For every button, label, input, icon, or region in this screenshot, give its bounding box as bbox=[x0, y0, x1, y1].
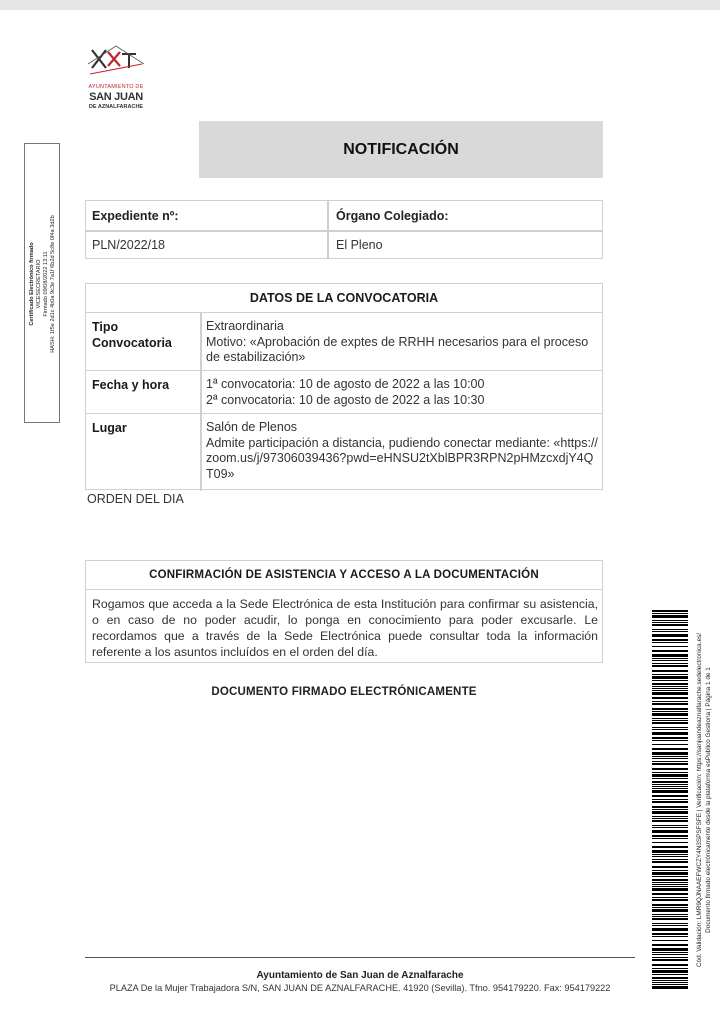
convocatoria-table bbox=[85, 283, 603, 490]
stamp-line-4: HASH: 1f5e 2d1c 4b0a 9c3e 7a1f 6b2d 5c8e 0f4a 3d2b bbox=[50, 215, 56, 353]
zoom-link[interactable]: Admite participación a distancia, pudiendo conectar mediante: «https://zoom.us/j/97306039436?pwd=eHNSU2tXblBPR3RPN2pHMzcxdjY4QT09» bbox=[206, 435, 598, 481]
barcode-bar bbox=[652, 870, 688, 871]
primera-convocatoria: 1ª convocatoria: 10 de agosto de 2022 a las 10:00 bbox=[206, 377, 485, 391]
barcode-bar bbox=[652, 899, 688, 901]
barcode-bar bbox=[652, 615, 688, 618]
barcode-bar bbox=[652, 850, 688, 853]
barcode-bar bbox=[652, 968, 688, 969]
barcode-bar bbox=[652, 882, 688, 883]
barcode-bar bbox=[652, 876, 688, 877]
barcode-bar bbox=[652, 720, 688, 721]
barcode-bar bbox=[652, 933, 688, 935]
barcode-bar bbox=[652, 620, 688, 621]
barcode-bar bbox=[652, 722, 688, 724]
barcode-bar bbox=[652, 708, 688, 710]
barcode-bar bbox=[652, 756, 688, 757]
barcode-bar bbox=[652, 778, 688, 779]
barcode-bar bbox=[652, 904, 688, 906]
barcode-bar bbox=[652, 886, 688, 887]
table-row bbox=[86, 313, 602, 371]
barcode-bar bbox=[652, 788, 688, 789]
barcode-bar bbox=[652, 916, 688, 917]
barcode-bar bbox=[652, 897, 688, 898]
signature-stamp bbox=[24, 143, 60, 423]
barcode-bar bbox=[652, 893, 688, 895]
barcode-bar bbox=[652, 763, 688, 765]
stamp-line-1: Certificado Electrónico firmado bbox=[29, 242, 35, 326]
barcode-bar bbox=[652, 816, 688, 817]
barcode-bar bbox=[652, 944, 688, 946]
verification-line-2: Documento firmado electrónicamente desde la plataforma esPublico Gestiona | Página 1 de 1 bbox=[705, 667, 712, 933]
barcode-bar bbox=[652, 631, 688, 632]
barcode-bar bbox=[652, 964, 688, 966]
barcode-bar bbox=[652, 795, 688, 797]
footer-name: Ayuntamiento de San Juan de Aznalfarache bbox=[256, 970, 464, 981]
barcode-bar bbox=[652, 690, 688, 691]
barcode-bar bbox=[652, 634, 688, 637]
barcode-bar bbox=[652, 676, 688, 679]
barcode-bar bbox=[652, 980, 688, 981]
barcode-bar bbox=[652, 854, 688, 855]
barcode-bar bbox=[652, 820, 688, 822]
barcode-bar bbox=[652, 639, 688, 641]
barcode-bar bbox=[652, 784, 688, 785]
barcode-bar bbox=[652, 940, 688, 941]
orden-del-dia: ORDEN DEL DIA bbox=[87, 492, 184, 506]
barcode-bar bbox=[652, 842, 688, 843]
barcode-bar bbox=[652, 959, 688, 961]
barcode-bar bbox=[652, 928, 688, 931]
barcode-bar bbox=[652, 984, 688, 985]
barcode-bar bbox=[652, 744, 688, 745]
convocatoria-label: Convocatoria bbox=[92, 336, 172, 350]
tipo-label: Tipo bbox=[92, 320, 119, 334]
barcode-bar bbox=[652, 861, 688, 863]
barcode-bar bbox=[652, 740, 688, 741]
fecha-label: Fecha y hora bbox=[92, 378, 170, 392]
barcode-bar bbox=[652, 872, 688, 875]
barcode-bar bbox=[652, 613, 688, 614]
barcode-bar bbox=[652, 674, 688, 675]
lugar-label: Lugar bbox=[92, 421, 127, 435]
barcode-bar bbox=[652, 974, 688, 975]
logo-emblem-icon bbox=[86, 44, 146, 82]
tipo-value: Extraordinaria bbox=[206, 319, 284, 333]
organo-label: Órgano Colegiado: bbox=[336, 209, 449, 223]
confirmacion-body: Rogamos que acceda a la Sede Electrónica de esta Institución para confirmar su asistencia, o en caso de no poder acudir, lo ponga en conocimiento para poder excusarle. Le recordamos que a través de la Sede Electrónica puede consultar toda la información referente a los asuntos incluídos en el orden del día. bbox=[92, 597, 598, 659]
barcode-bar bbox=[652, 772, 688, 773]
barcode-bar bbox=[652, 884, 688, 885]
logo-main-text: SAN JUAN bbox=[89, 91, 143, 103]
barcode-bar bbox=[652, 801, 688, 803]
barcode-bar bbox=[652, 642, 688, 643]
verification-text bbox=[695, 605, 713, 995]
barcode-bar bbox=[652, 856, 688, 857]
segunda-convocatoria: 2ª convocatoria: 10 de agosto de 2022 a las 10:30 bbox=[206, 392, 485, 407]
barcode-bar bbox=[652, 622, 688, 623]
barcode-bar bbox=[652, 925, 688, 926]
barcode-bar bbox=[652, 786, 688, 787]
logo-small-text: AYUNTAMIENTO DE bbox=[88, 84, 144, 90]
barcode-bar bbox=[652, 986, 688, 989]
barcode-bar bbox=[652, 825, 688, 826]
convocatoria-heading: DATOS DE LA CONVOCATORIA bbox=[86, 284, 602, 313]
confirmacion-table bbox=[85, 560, 603, 663]
barcode-bar bbox=[652, 781, 688, 783]
barcode-bar bbox=[652, 650, 688, 652]
barcode-bar bbox=[652, 658, 688, 659]
barcode-bar bbox=[652, 711, 688, 712]
barcode-bar bbox=[652, 809, 688, 810]
barcode-bar bbox=[652, 952, 688, 953]
signed-notice: DOCUMENTO FIRMADO ELECTRÓNICAMENTE bbox=[211, 686, 477, 698]
barcode-bar bbox=[652, 907, 688, 908]
footer-divider bbox=[85, 957, 635, 958]
organo-value: El Pleno bbox=[336, 238, 383, 252]
top-bar bbox=[0, 0, 720, 10]
barcode-bar bbox=[652, 909, 688, 912]
barcode-bar bbox=[652, 790, 688, 793]
barcode-bar bbox=[652, 718, 688, 719]
logo-sub-text: DE AZNALFARACHE bbox=[88, 104, 144, 110]
barcode-bar bbox=[652, 654, 688, 657]
barcode-bar bbox=[652, 774, 688, 777]
barcode-bar bbox=[652, 686, 688, 687]
lugar-value: Salón de Plenos bbox=[206, 420, 298, 434]
barcode-bar bbox=[652, 914, 688, 915]
barcode-bar bbox=[652, 838, 688, 839]
barcode-bar bbox=[652, 923, 688, 924]
barcode-bar bbox=[652, 827, 688, 828]
confirmacion-heading: CONFIRMACIÓN DE ASISTENCIA Y ACCESO A LA DOCUMENTACIÓN bbox=[86, 561, 602, 590]
barcode-bar bbox=[652, 692, 688, 695]
barcode-bar bbox=[652, 670, 688, 672]
municipal-logo bbox=[86, 44, 146, 114]
barcode-bar bbox=[652, 629, 688, 630]
barcode-bar bbox=[652, 982, 688, 983]
barcode-bar bbox=[652, 729, 688, 730]
expediente-value: PLN/2022/18 bbox=[92, 238, 165, 252]
barcode-bar bbox=[652, 680, 688, 681]
barcode-bar bbox=[652, 663, 688, 664]
motivo-value: Motivo: «Aprobación de exptes de RRHH necesarios para el proceso de estabilización» bbox=[206, 334, 589, 364]
barcode-bar bbox=[652, 866, 688, 868]
barcode-bar bbox=[652, 703, 688, 705]
barcode-bar bbox=[652, 665, 688, 667]
barcode-bar bbox=[652, 768, 688, 770]
stamp-line-3: Firmado 09/08/2022 13:11 bbox=[43, 251, 49, 317]
barcode-bar bbox=[652, 811, 688, 814]
barcode-bar bbox=[652, 888, 688, 891]
barcode-bar bbox=[652, 918, 688, 920]
table-row bbox=[86, 414, 602, 491]
barcode-bar bbox=[652, 688, 688, 689]
footer-address: PLAZA De la Mujer Trabajadora S/N, SAN JUAN DE AZNALFARACHE. 41920 (Sevilla). Tfno. 954179220. Fax: 954179222 bbox=[109, 983, 611, 993]
barcode-bar bbox=[652, 859, 688, 860]
expediente-table bbox=[85, 200, 603, 259]
barcode-bar bbox=[652, 806, 688, 808]
barcode-bar bbox=[652, 624, 688, 626]
barcode-bar bbox=[652, 748, 688, 750]
barcode-bar bbox=[652, 970, 688, 973]
barcode-bar bbox=[652, 713, 688, 716]
barcode-bar bbox=[652, 954, 688, 955]
barcode-bar bbox=[652, 732, 688, 735]
barcode-bar bbox=[652, 830, 688, 833]
expediente-label: Expediente nº: bbox=[92, 209, 179, 223]
document-title: NOTIFICACIÓN bbox=[199, 121, 603, 178]
barcode-bar bbox=[652, 846, 688, 848]
table-row bbox=[86, 371, 602, 414]
barcode-bar bbox=[652, 660, 688, 661]
barcode-bar bbox=[652, 646, 688, 647]
barcode-bar bbox=[652, 610, 688, 612]
barcode-bar bbox=[652, 957, 688, 958]
stamp-line-2: VICESECRETARIO bbox=[36, 259, 42, 309]
barcode-bar bbox=[652, 799, 688, 800]
barcode-bar bbox=[652, 818, 688, 819]
barcode-bar bbox=[652, 758, 688, 759]
barcode-bar bbox=[652, 697, 688, 699]
barcode-bar bbox=[652, 761, 688, 762]
barcode-bar bbox=[652, 879, 688, 881]
barcode-icon bbox=[652, 610, 688, 994]
barcode-bar bbox=[652, 683, 688, 685]
barcode-bar bbox=[652, 701, 688, 702]
barcode-bar bbox=[652, 835, 688, 837]
barcode-bar bbox=[652, 737, 688, 739]
barcode-bar bbox=[652, 936, 688, 937]
barcode-bar bbox=[652, 948, 688, 951]
barcode-bar bbox=[652, 752, 688, 755]
barcode-bar bbox=[652, 977, 688, 979]
verification-line-1: Cód. Validación: LMR9QJNAAEFWCZY4N3SPSFSFE | Verificación: https://sanjuandeaznalfarache.sedelectronica.es/ bbox=[696, 633, 703, 968]
barcode-bar bbox=[652, 727, 688, 728]
